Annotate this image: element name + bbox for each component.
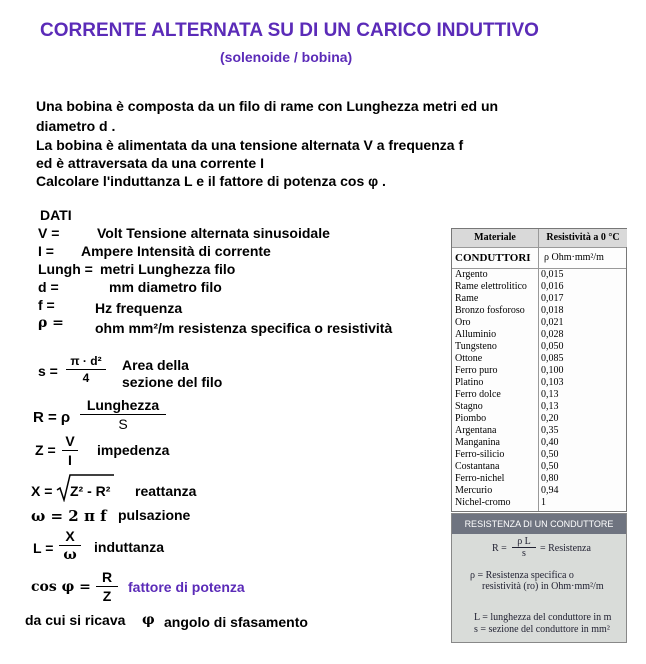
table-cell-material: Platino (455, 377, 484, 388)
table-cell-material: Ferro-nichel (455, 473, 505, 484)
formula-omega-expr: ω = 2 π f (31, 507, 107, 525)
box-r-rhs: = Resistenza (540, 543, 591, 554)
box-length-line: L = lunghezza del conduttore in m (474, 612, 612, 623)
table-cell-material: Argento (455, 269, 488, 280)
table-cell-resistivity: 0,80 (541, 473, 559, 484)
formula-x-expr: Z² - R² (70, 483, 111, 499)
box-r-denominator: s (522, 548, 526, 559)
formula-z-numerator: V (62, 433, 78, 451)
formula-cos-numerator: R (96, 569, 118, 587)
dati-desc-rho: ohm mm²/m resistenza specifica o resistività (95, 320, 393, 336)
dati-desc-d: mm diametro filo (109, 279, 222, 295)
formula-r-denominator: S (118, 416, 128, 432)
formula-z-fraction (62, 433, 78, 468)
formula-last-phi: φ (142, 612, 155, 628)
table-row (452, 329, 626, 341)
formula-cos-lhs: cos φ = (31, 579, 91, 595)
table-cell-resistivity: 0,015 (541, 269, 564, 280)
table-row (452, 413, 626, 425)
table-row (452, 281, 626, 293)
formula-s-desc-2: sezione del filo (122, 374, 223, 390)
table-cell-material: Oro (455, 317, 471, 328)
box-rho-line-2: resistività (ro) in Ohm·mm²/m (482, 581, 604, 592)
table-cell-resistivity: 0,20 (541, 413, 559, 424)
formula-r-lhs: R = ρ (33, 409, 71, 426)
formula-cos-denominator: Z (102, 588, 112, 604)
box-r-numerator: ρ L (512, 536, 536, 548)
table-row (452, 305, 626, 317)
table-row (452, 497, 626, 509)
formula-z-desc: impedenza (97, 442, 170, 458)
formula-cos-desc: fattore di potenza (128, 579, 245, 595)
table-cell-material: Nichel-cromo (455, 497, 511, 508)
table-cell-resistivity: 0,100 (541, 365, 564, 376)
table-row (452, 401, 626, 413)
table-cell-resistivity: 1 (541, 497, 546, 508)
table-cell-material: Alluminio (455, 329, 497, 340)
formula-l-lhs: L = (33, 540, 54, 556)
table-cell-material: Piombo (455, 413, 487, 424)
table-cell-resistivity: 0,017 (541, 293, 564, 304)
table-cell-resistivity: 0,13 (541, 389, 559, 400)
dati-sym-lungh: Lungh = (38, 261, 93, 277)
formula-last-a: da cui si ricava (25, 612, 126, 628)
formula-s-numerator: π · d² (66, 354, 106, 370)
table-cell-resistivity: 0,50 (541, 449, 559, 460)
table-cell-material: Stagno (455, 401, 483, 412)
formula-last-b: angolo di sfasamento (164, 614, 308, 630)
table-cell-resistivity: 0,028 (541, 329, 564, 340)
dati-sym-d: d = (38, 279, 59, 295)
intro-line-3: La bobina è alimentata da una tensione alternata V a frequenza f (36, 137, 464, 153)
formula-s-fraction (66, 354, 106, 385)
dati-desc-v: Volt Tensione alternata sinusoidale (97, 225, 330, 241)
formula-cos-fraction (96, 569, 118, 604)
formula-omega-desc: pulsazione (118, 507, 191, 523)
dati-desc-lungh: metri Lunghezza filo (100, 261, 236, 277)
table-row (452, 293, 626, 305)
table-cell-material: Argentana (455, 425, 497, 436)
table-row (452, 341, 626, 353)
dati-heading: DATI (40, 207, 72, 223)
table-header-material: Materiale (452, 229, 538, 247)
formula-z-denominator: I (68, 452, 72, 468)
table-cell-material: Tungsteno (455, 341, 497, 352)
dati-sym-rho: ρ = (38, 315, 64, 331)
box-r-fraction (512, 536, 536, 559)
table-subheader-unit: ρ Ohm·mm²/m (544, 252, 604, 263)
formula-r-numerator: Lunghezza (80, 397, 166, 415)
table-row (452, 473, 626, 485)
table-row (452, 485, 626, 497)
table-cell-material: Ferro dolce (455, 389, 501, 400)
table-cell-material: Bronzo fosforoso (455, 305, 525, 316)
table-cell-material: Rame (455, 293, 479, 304)
table-row (452, 389, 626, 401)
table-cell-resistivity: 0,50 (541, 461, 559, 472)
table-cell-material: Ferro-silicio (455, 449, 505, 460)
table-cell-resistivity: 0,050 (541, 341, 564, 352)
formula-l-fraction (59, 528, 81, 563)
table-row (452, 425, 626, 437)
formula-x-lhs: X = (31, 483, 53, 499)
box-r-lhs: R = (492, 543, 507, 554)
table-cell-resistivity: 0,103 (541, 377, 564, 388)
formula-l-denominator: ω (63, 547, 77, 563)
page-subtitle: (solenoide / bobina) (220, 49, 353, 65)
table-row (452, 437, 626, 449)
intro-line-1: Una bobina è composta da un filo di rame con Lunghezza metri ed un (36, 98, 499, 114)
formula-x-desc: reattanza (135, 483, 197, 499)
formula-z-lhs: Z = (35, 442, 56, 458)
table-cell-material: Costantana (455, 461, 500, 472)
formula-r-fraction (80, 397, 166, 432)
table-cell-material: Manganina (455, 437, 500, 448)
table-row (452, 449, 626, 461)
table-cell-resistivity: 0,40 (541, 437, 559, 448)
box-rho-line-1: ρ = Resistenza specifica o (470, 570, 574, 581)
table-row (452, 269, 626, 281)
resistance-formula-box (451, 513, 627, 643)
table-cell-material: Rame elettrolitico (455, 281, 527, 292)
table-row (452, 317, 626, 329)
table-cell-resistivity: 0,13 (541, 401, 559, 412)
intro-line-2: diametro d . (36, 118, 116, 134)
formula-l-numerator: X (59, 528, 81, 546)
dati-desc-i: Ampere Intensità di corrente (81, 243, 271, 259)
table-row (452, 365, 626, 377)
table-row (452, 461, 626, 473)
formula-s-lhs: s = (38, 363, 58, 379)
dati-desc-f: Hz frequenza (95, 300, 183, 316)
table-cell-resistivity: 0,021 (541, 317, 564, 328)
dati-sym-v: V = (38, 225, 60, 241)
table-cell-material: Mercurio (455, 485, 493, 496)
table-cell-resistivity: 0,94 (541, 485, 559, 496)
formula-s-desc-1: Area della (122, 357, 189, 373)
resistivity-table (451, 228, 627, 512)
table-row (452, 353, 626, 365)
formula-l-desc: induttanza (94, 539, 164, 555)
box-heading: RESISTENZA DI UN CONDUTTORE (452, 514, 626, 534)
table-row (452, 377, 626, 389)
dati-sym-f: f = (38, 297, 55, 313)
table-cell-resistivity: 0,018 (541, 305, 564, 316)
table-cell-material: Ottone (455, 353, 483, 364)
formula-s-denominator: 4 (82, 371, 90, 385)
table-cell-material: Ferro puro (455, 365, 498, 376)
table-cell-resistivity: 0,016 (541, 281, 564, 292)
table-header-resistivity: Resistività a 0 °C (539, 229, 627, 247)
intro-line-4: ed è attraversata da una corrente I (36, 155, 264, 171)
box-section-line: s = sezione del conduttore in mm² (474, 624, 610, 635)
dati-sym-i: I = (38, 243, 54, 259)
page-title: CORRENTE ALTERNATA SU DI UN CARICO INDUTTIVO (40, 20, 539, 41)
table-cell-resistivity: 0,085 (541, 353, 564, 364)
table-cell-resistivity: 0,35 (541, 425, 559, 436)
intro-line-5: Calcolare l'induttanza L e il fattore di potenza cos φ . (36, 173, 386, 189)
table-subheader-conductors: CONDUTTORI (455, 252, 531, 264)
